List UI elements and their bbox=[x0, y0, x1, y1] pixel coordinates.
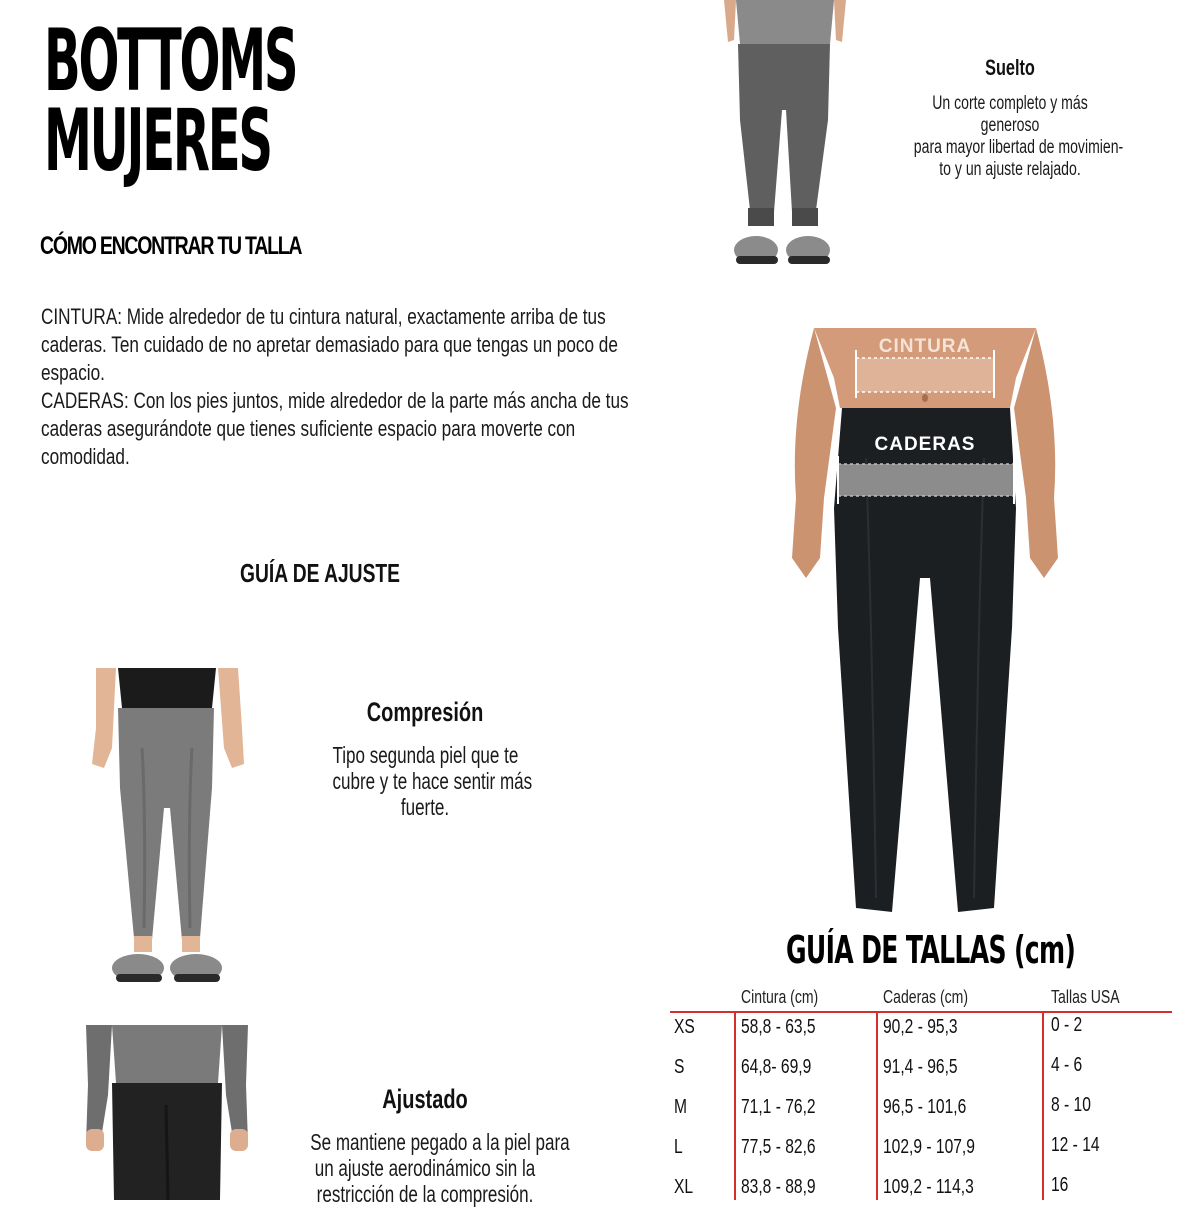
waist-label: CINTURA bbox=[878, 336, 972, 357]
how-to-line: CADERAS: Con los pies juntos, mide alrededor de la parte más ancha de tus bbox=[41, 388, 629, 413]
loose-desc-line: to y un ajuste relajado. bbox=[939, 159, 1081, 180]
how-to-line: comodidad. bbox=[41, 444, 130, 469]
waist-cell: 71,1 - 76,2 bbox=[741, 1096, 816, 1118]
compression-desc-line: Tipo segunda piel que te bbox=[332, 742, 519, 768]
fitted-desc-line: restricción de la compresión. bbox=[316, 1181, 534, 1207]
loose-block bbox=[880, 55, 1140, 181]
size-chart-header-rule bbox=[670, 1011, 1172, 1013]
hips-cell: 90,2 - 95,3 bbox=[883, 1016, 958, 1038]
waist-cell: 77,5 - 82,6 bbox=[741, 1136, 816, 1158]
fitted-title: Ajustado bbox=[382, 1084, 468, 1114]
size-chart-title: GUÍA DE TALLAS (cm) bbox=[786, 928, 1076, 972]
fit-guide-heading: GUÍA DE AJUSTE bbox=[239, 558, 401, 588]
size-chart-header-waist: Cintura (cm) bbox=[741, 987, 819, 1007]
loose-desc-line: para mayor libertad de movimien- bbox=[913, 137, 1124, 158]
hips-cell: 91,4 - 96,5 bbox=[883, 1056, 958, 1078]
measurement-figure bbox=[780, 328, 1070, 928]
compression-desc-line: fuerte. bbox=[400, 794, 450, 820]
fitted-leggings-photo bbox=[82, 1025, 252, 1200]
hips-cell: 96,5 - 101,6 bbox=[883, 1096, 967, 1118]
size-cell: S bbox=[674, 1056, 685, 1078]
size-chart-col-rule bbox=[876, 1012, 878, 1200]
page-title-line-2: MUJERES bbox=[44, 91, 271, 191]
us-size-cell: 0 - 2 bbox=[1051, 1014, 1083, 1036]
size-chart-col-rule bbox=[1042, 1012, 1044, 1200]
hips-cell: 109,2 - 114,3 bbox=[883, 1176, 974, 1198]
size-cell: L bbox=[674, 1136, 683, 1158]
compression-desc-line: cubre y te hace sentir más bbox=[332, 768, 533, 794]
waist-cell: 58,8 - 63,5 bbox=[741, 1016, 816, 1038]
us-size-cell: 8 - 10 bbox=[1051, 1094, 1091, 1116]
fitted-desc-line: Se mantiene pegado a la piel para bbox=[310, 1129, 570, 1155]
page-title-line-1: BOTTOMS bbox=[44, 11, 297, 111]
model-silhouette bbox=[780, 328, 1070, 928]
how-to-line: espacio. bbox=[41, 360, 105, 385]
how-to-heading: CÓMO ENCONTRAR TU TALLA bbox=[40, 232, 302, 260]
size-chart-header-hips: Caderas (cm) bbox=[883, 987, 969, 1007]
loose-title: Suelto bbox=[985, 55, 1035, 80]
size-cell: XL bbox=[674, 1176, 694, 1198]
compression-block bbox=[300, 697, 550, 820]
waist-cell: 83,8 - 88,9 bbox=[741, 1176, 816, 1198]
loose-desc-line: Un corte completo y más bbox=[932, 93, 1088, 114]
fitted-block bbox=[270, 1084, 580, 1207]
how-to-line: CINTURA: Mide alrededor de tu cintura natural, exactamente arriba de tus bbox=[41, 304, 606, 329]
size-cell: M bbox=[674, 1096, 688, 1118]
size-chart-col-rule bbox=[734, 1012, 736, 1200]
loose-joggers-photo bbox=[720, 0, 850, 270]
us-size-cell: 16 bbox=[1051, 1174, 1069, 1196]
us-size-cell: 4 - 6 bbox=[1051, 1054, 1083, 1076]
us-size-cell: 12 - 14 bbox=[1051, 1134, 1100, 1156]
waist-cell: 64,8- 69,9 bbox=[741, 1056, 812, 1078]
loose-desc-line: generoso bbox=[980, 115, 1040, 136]
how-to-line: caderas. Ten cuidado de no apretar demasiado para que tengas un poco de bbox=[41, 332, 618, 357]
how-to-line: caderas asegurándote que tienes suficiente espacio para moverte con bbox=[41, 416, 576, 441]
hips-cell: 102,9 - 107,9 bbox=[883, 1136, 975, 1158]
compression-title: Compresión bbox=[366, 697, 484, 727]
size-chart-header-us: Tallas USA bbox=[1051, 987, 1120, 1007]
compression-leggings-photo bbox=[82, 668, 252, 990]
size-cell: XS bbox=[674, 1016, 695, 1038]
hips-label: CADERAS bbox=[874, 434, 976, 455]
how-to-text bbox=[41, 303, 794, 471]
fitted-desc-line: un ajuste aerodinámico sin la bbox=[314, 1155, 536, 1181]
